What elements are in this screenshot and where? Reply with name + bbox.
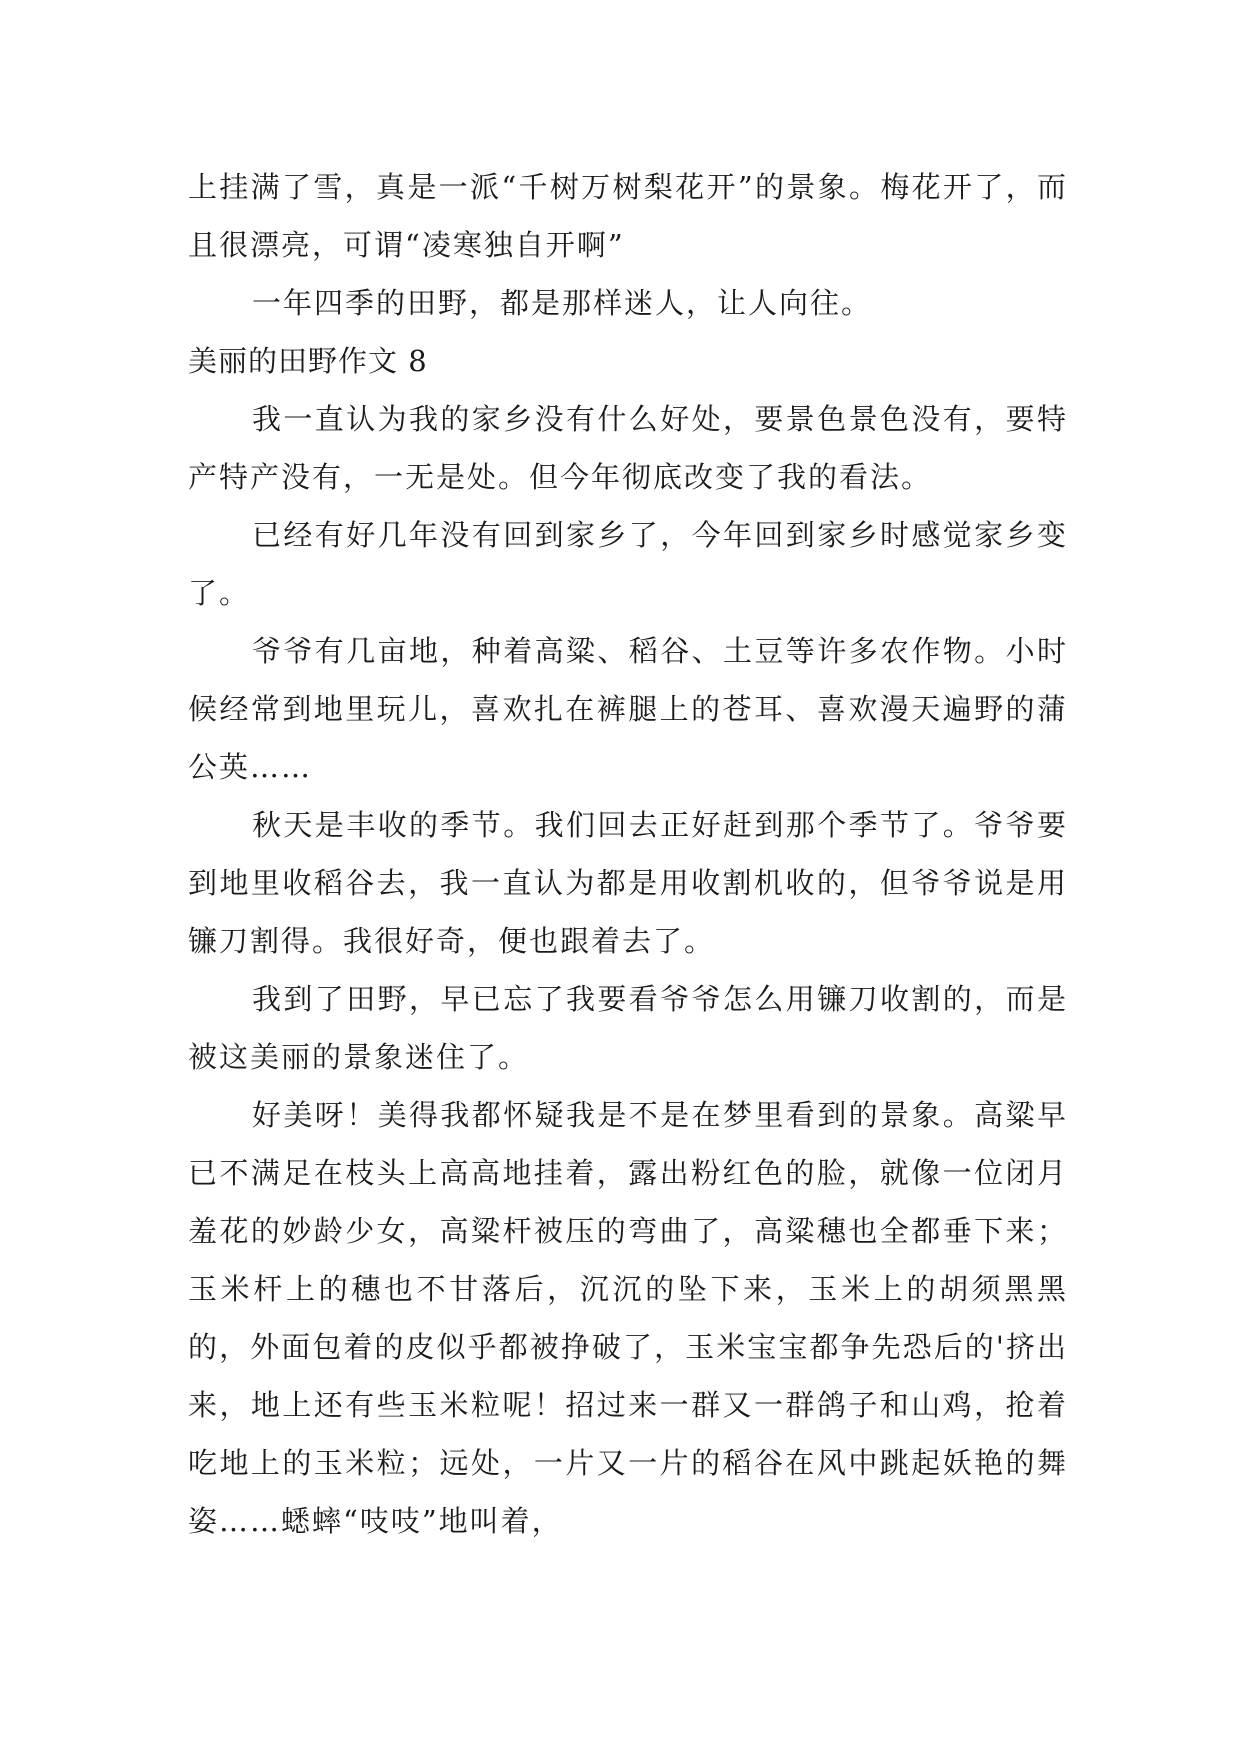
paragraph-2: 已经有好几年没有回到家乡了，今年回到家乡时感觉家乡变了。 [188,518,1068,610]
paragraph-1: 我一直认为我的家乡没有什么好处，要景色景色没有，要特产特产没有，一无是处。但今年彻底改变了我的看法。 [188,402,1068,494]
closing-paragraph: 一年四季的田野，都是那样迷人，让人向往。 [252,286,873,320]
continuation-paragraph: 上挂满了雪，真是一派“千树万树梨花开”的景象。梅花开了，而且很漂亮，可谓“凌寒独自开啊” [188,170,1068,262]
section-title: 美丽的田野作文 8 [188,344,428,378]
paragraph-3: 爷爷有几亩地，种着高粱、稻谷、土豆等许多农作物。小时候经常到地里玩儿，喜欢扎在裤腿上的苍耳、喜欢漫天遍野的蒲公英…… [188,634,1068,784]
paragraph-5: 我到了田野，早已忘了我要看爷爷怎么用镰刀收割的，而是被这美丽的景象迷住了。 [188,982,1068,1074]
document-page [188,158,1068,1550]
paragraph-4: 秋天是丰收的季节。我们回去正好赶到那个季节了。爷爷要到地里收稻谷去，我一直认为都是用收割机收的，但爷爷说是用镰刀割得。我很好奇，便也跟着去了。 [188,808,1068,958]
paragraph-6: 好美呀！美得我都怀疑我是不是在梦里看到的景象。高粱早已不满足在枝头上高高地挂着，露出粉红色的脸，就像一位闭月羞花的妙龄少女，高粱杆被压的弯曲了，高粱穗也全都垂下来；玉米杆上的穗也不甘落后，沉沉的坠下来，玉米上的胡须黑黑的，外面包着的皮似乎都被挣破了，玉米宝宝都争先恐后的'挤出来，地上还有些玉米粒呢！招过来一群又一群鸽子和山鸡，抢着吃地上的玉米粒；远处，一片又一片的稻谷在风中跳起妖艳的舞姿……蟋蟀“吱吱”地叫着， [188,1098,1068,1538]
